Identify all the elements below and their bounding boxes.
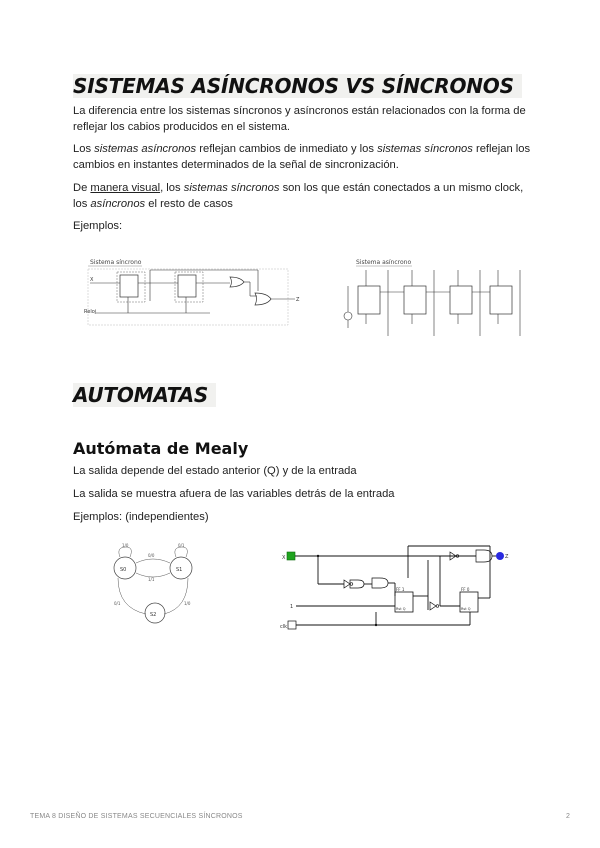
section-title-sincronos: SISTEMAS ASÍNCRONOS VS SÍNCRONOS [73, 74, 522, 98]
circuit-x-label: X [282, 555, 286, 561]
mealy-state-diagram [108, 541, 218, 626]
paragraph-manera-visual: De manera visual, los sistemas síncronos son los que están conectados a un mismo clock, los asíncronos el resto de casos [73, 182, 524, 210]
fig2-ff-1 [358, 286, 380, 314]
circuit-not-gate-3 [430, 602, 436, 610]
fig1-ff-a [120, 275, 138, 297]
circuit-and-gate-2 [372, 578, 388, 588]
fig1-z-label: Z [296, 297, 300, 303]
state-s1-label: S1 [176, 567, 183, 573]
footer-page-number: 2 [566, 813, 571, 820]
footer-title: TEMA 8 DISEÑO DE SISTEMAS SECUENCIALES SÍNCRONOS [30, 813, 243, 820]
input-x-square [287, 552, 295, 560]
fig1-gate-a [230, 277, 244, 287]
synchronous-system-diagram [80, 253, 305, 328]
circuit-z-label: Z [505, 554, 509, 560]
circuit-not-gate-1 [344, 580, 350, 588]
ff0-label: FF 0 [461, 587, 470, 592]
output-z-led [496, 552, 504, 560]
transition-label-3: 0/0 [148, 553, 155, 558]
ff1-rst-label: Rst Q [396, 607, 406, 611]
fig2-ff-4 [490, 286, 512, 314]
paragraph-salida-estado: La salida depende del estado anterior (Q) y de la entrada [73, 465, 357, 477]
transition-label-5: 0/1 [114, 601, 121, 606]
circuit-clk-label: clk [280, 624, 288, 630]
state-s2-label: S2 [150, 612, 157, 618]
paragraph-salida-afuera: La salida se muestra afuera de las variables detrás de la entrada [73, 488, 395, 500]
transition-label-1: 1/0 [122, 543, 129, 548]
state-s0-label: S0 [120, 567, 127, 573]
paragraph-diferencia: La diferencia entre los sistemas síncronos y asíncronos están relacionados con la forma de reflejar los cabios producidos en el sistema. [73, 105, 526, 133]
clock-source-box [288, 621, 296, 629]
fig1-ff-b [178, 275, 196, 297]
fig2-ff-2 [404, 286, 426, 314]
fig2-title: Sistema asíncrono [356, 259, 412, 266]
transition-label-6: 1/0 [184, 601, 191, 606]
fig2-ff-3 [450, 286, 472, 314]
subtitle-mealy: Autómata de Mealy [73, 439, 249, 458]
asynchronous-system-diagram [340, 256, 535, 346]
transition-label-2: 0/1 [178, 543, 185, 548]
ff0-rst-label: Rst Q [461, 607, 471, 611]
transition-label-4: 1/1 [148, 577, 155, 582]
examples-label: Ejemplos: [73, 220, 123, 232]
fig2-clock-source [344, 312, 352, 320]
mealy-circuit-diagram [280, 540, 510, 635]
fig1-gate-b [255, 293, 271, 305]
ff1-label: FF 1 [396, 587, 405, 592]
circuit-and-gate-1 [350, 580, 364, 588]
examples-independientes: Ejemplos: (independientes) [73, 511, 209, 523]
circuit-one-label: 1 [290, 604, 294, 610]
section-title-automatas: AUTOMATAS [73, 383, 216, 407]
fig1-x-label: X [90, 277, 94, 283]
paragraph-asincronos: Los sistemas asíncronos reflejan cambios de inmediato y los sistemas síncronos reflejan los cambios en instantes determinados de la señal de sincronización. [73, 143, 531, 171]
fig1-title: Sistema síncrono [90, 259, 142, 266]
link-manera-visual: manera visual [90, 182, 161, 194]
fig1-clk-label: Reloj [84, 309, 97, 315]
